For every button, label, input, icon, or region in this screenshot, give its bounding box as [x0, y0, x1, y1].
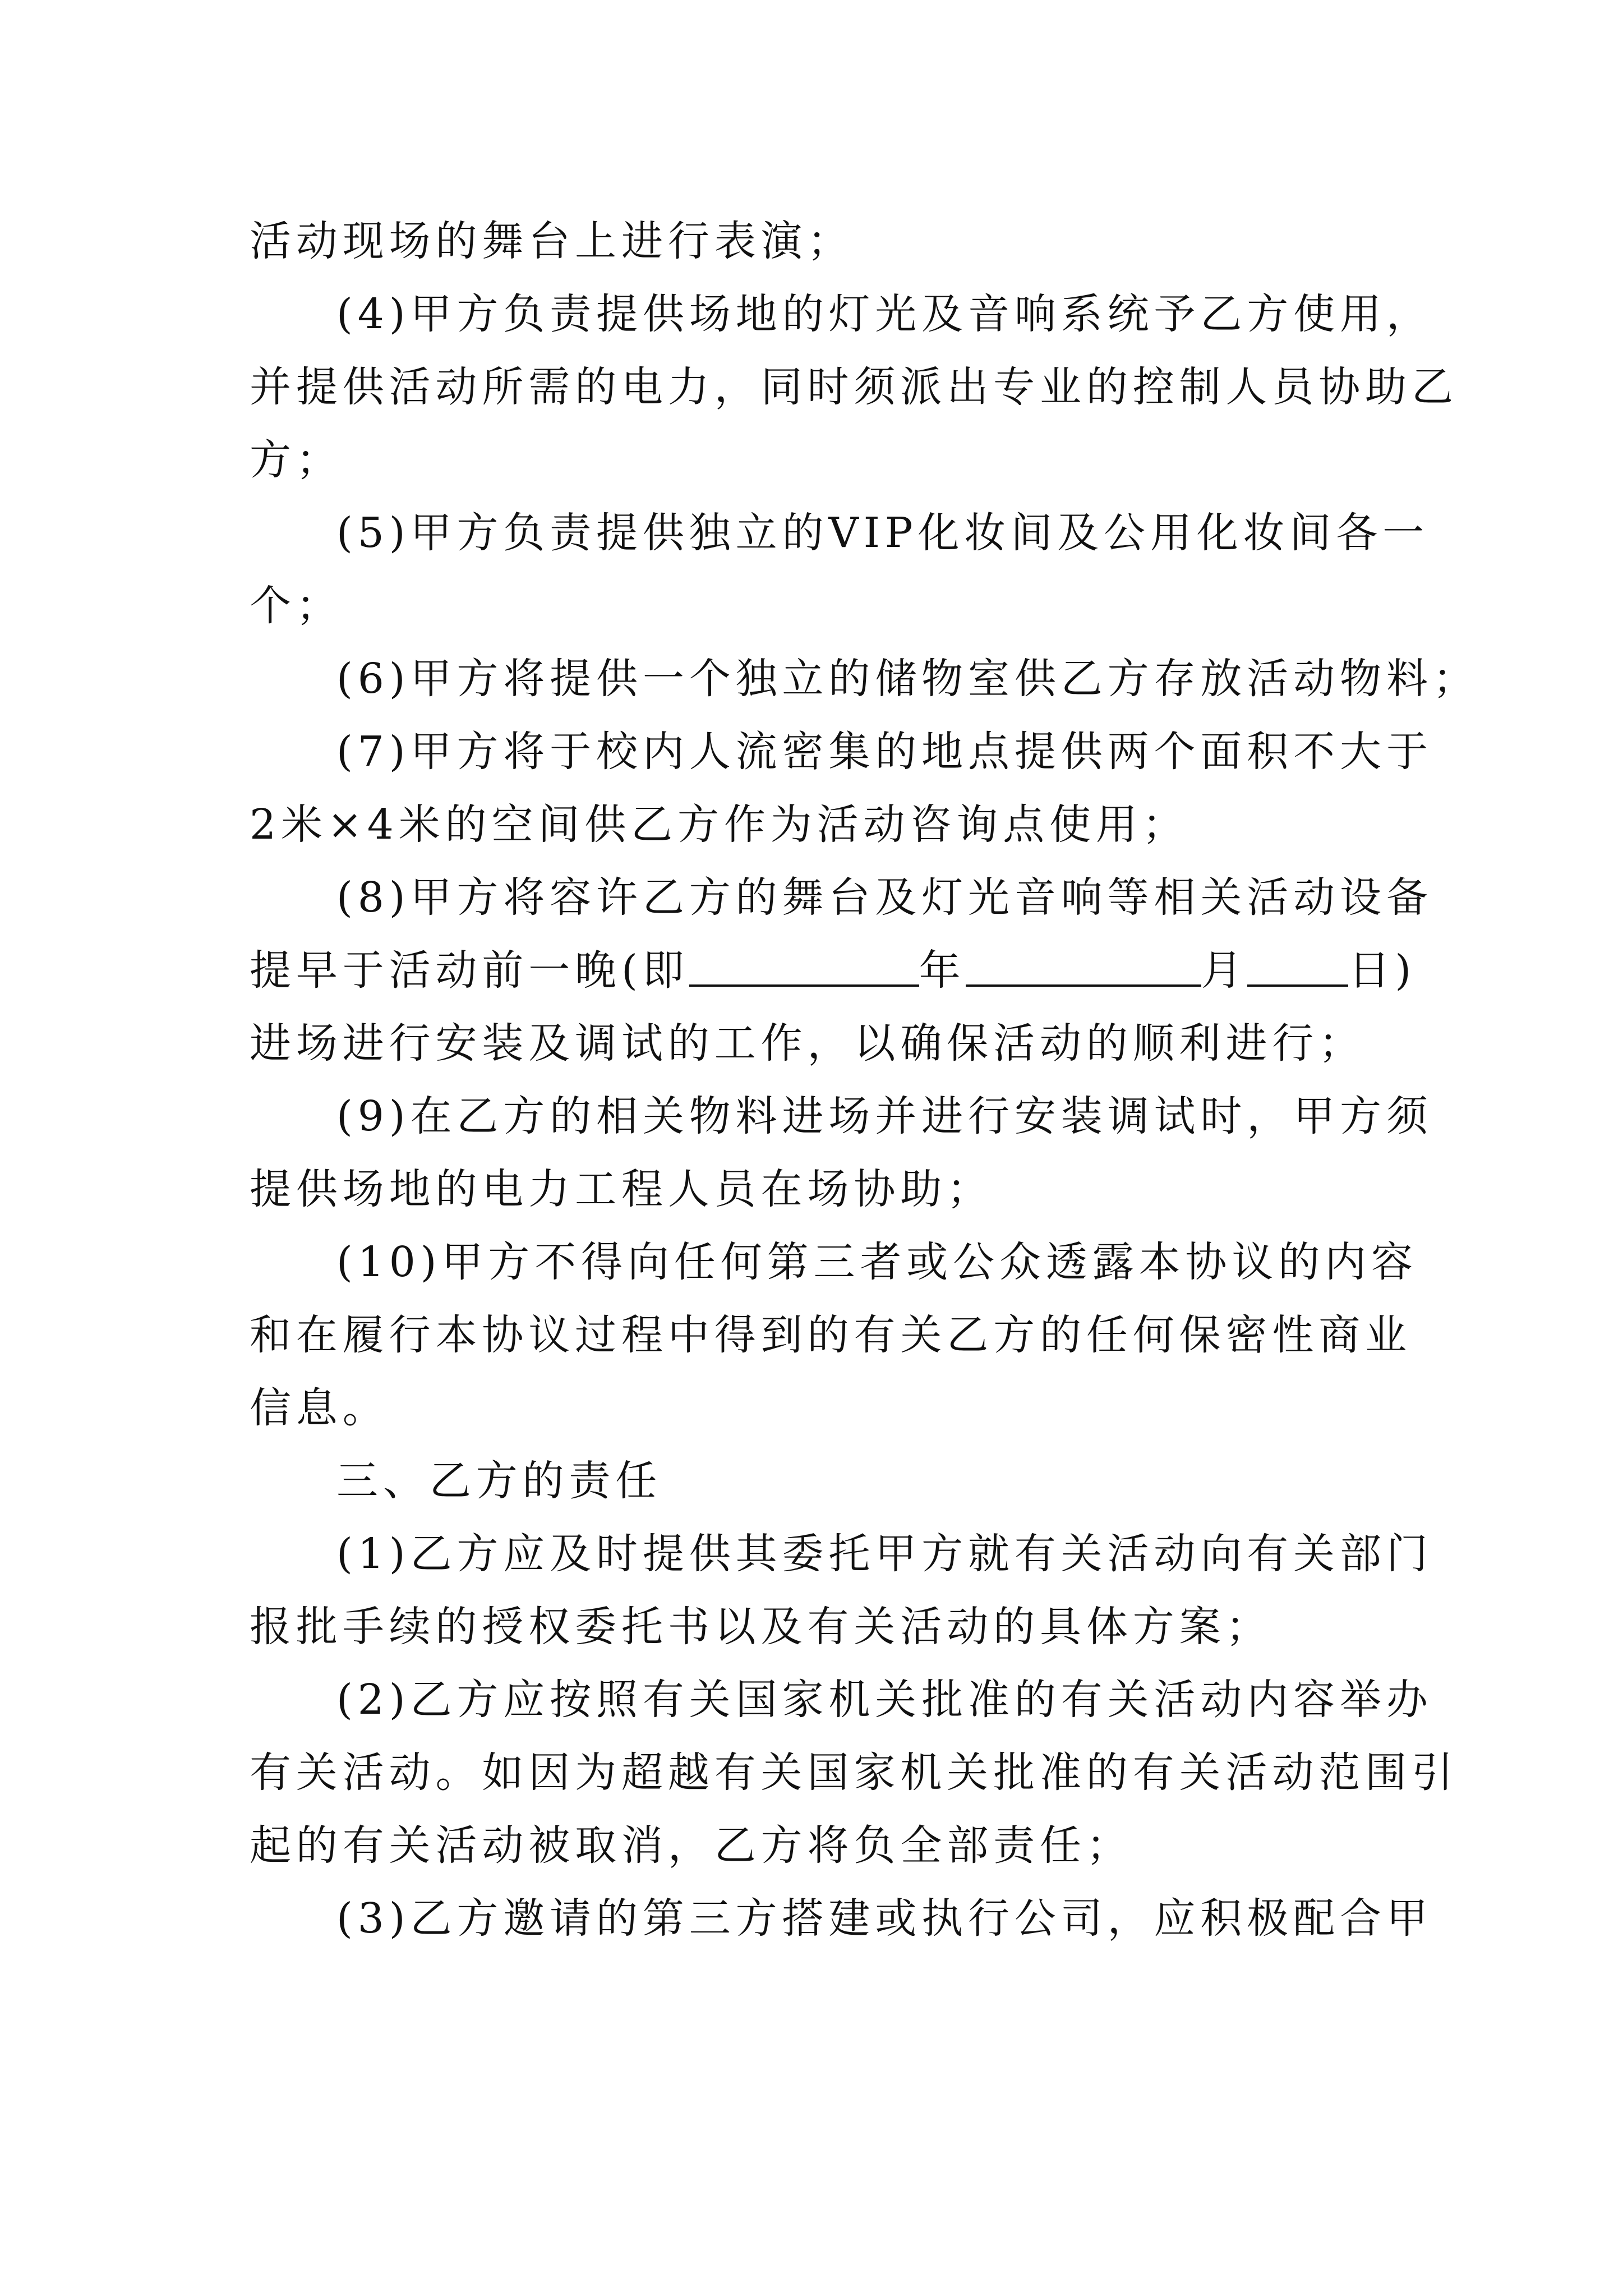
clause-4-line: (4)甲方负责提供场地的灯光及音响系统予乙方使用， — [336, 290, 1433, 338]
clause-6-line: (6)甲方将提供一个独立的储物室供乙方存放活动物料； — [336, 655, 1479, 703]
clause-b1-line: (1)乙方应及时提供其委托甲方就有关活动向有关部门 — [336, 1530, 1433, 1578]
text-line: 活动现场的舞台上进行表演； — [250, 217, 854, 265]
text-line: 提供场地的电力工程人员在场协助； — [250, 1165, 994, 1213]
text-line: 个； — [250, 582, 343, 630]
text-line: 起的有关活动被取消，乙方将负全部责任； — [250, 1821, 1133, 1870]
clause-7-line: (7)甲方将于校内人流密集的地点提供两个面积不大于 — [336, 728, 1433, 776]
text-line: 进场进行安装及调试的工作，以确保活动的顺利进行； — [250, 1019, 1366, 1068]
clause-b3-line: (3)乙方邀请的第三方搭建或执行公司，应积极配合甲 — [336, 1894, 1433, 1943]
section-heading: 三、乙方的责任 — [336, 1457, 662, 1505]
clause-5-line: (5)甲方负责提供独立的VIP化妆间及公用化妆间各一 — [336, 509, 1430, 557]
day-blank[interactable] — [1247, 947, 1348, 987]
clause-8-line: (8)甲方将容许乙方的舞台及灯光音响等相关活动设备 — [336, 873, 1433, 922]
month-label: 月 — [1201, 946, 1248, 995]
clause-b2-line: (2)乙方应按照有关国家机关批准的有关活动内容举办 — [336, 1676, 1433, 1724]
text-line: 有关活动。如因为超越有关国家机关批准的有关活动范围引 — [250, 1749, 1458, 1797]
year-label: 年 — [919, 946, 966, 995]
year-blank[interactable] — [689, 947, 919, 987]
text-line: 方； — [250, 436, 343, 484]
month-blank[interactable] — [966, 947, 1201, 987]
text-line: 并提供活动所需的电力，同时须派出专业的控制人员协助乙 — [250, 363, 1458, 411]
clause-9-line: (9)在乙方的相关物料进场并进行安装调试时，甲方须 — [336, 1092, 1433, 1140]
text-line: 报批手续的授权委托书以及有关活动的具体方案； — [250, 1603, 1272, 1651]
day-label: 日) — [1348, 946, 1417, 995]
clause-10-line: (10)甲方不得向任何第三者或公众透露本协议的内容 — [336, 1238, 1418, 1286]
text-line: 2米×4米的空间供乙方作为活动咨询点使用； — [250, 800, 1189, 849]
date-fill-line — [250, 931, 1417, 1010]
text-line: 信息。 — [250, 1384, 389, 1432]
date-fill-prefix: 提早于活动前一晚(即 — [250, 946, 689, 995]
text-line: 和在履行本协议过程中得到的有关乙方的任何保密性商业 — [250, 1311, 1412, 1359]
